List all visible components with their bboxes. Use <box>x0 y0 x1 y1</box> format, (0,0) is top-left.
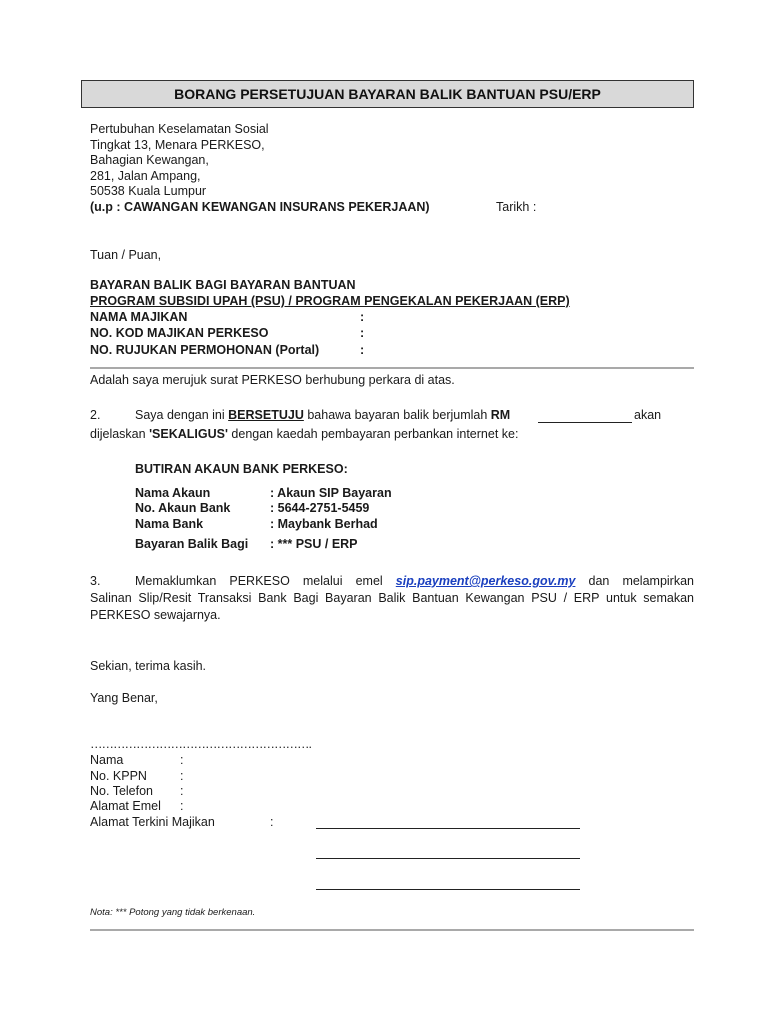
date-label: Tarikh : <box>496 200 537 214</box>
bank-account-name-label: Nama Akaun <box>135 486 211 500</box>
bank-account-no-label: No. Akaun Bank <box>135 501 231 515</box>
subject-line-2: PROGRAM SUBSIDI UPAH (PSU) / PROGRAM PENGEKALAN PEKERJAAN (ERP) <box>90 294 570 308</box>
signer-kppn-label: No. KPPN <box>90 769 147 783</box>
footnote: Nota: *** Potong yang tidak berkenaan. <box>90 907 256 918</box>
signer-name-sep: : <box>180 753 184 767</box>
email-link[interactable]: sip.payment@perkeso.gov.my <box>395 574 576 588</box>
employer-name-label: NAMA MAJIKAN <box>90 310 188 324</box>
rm-label: RM <box>490 408 511 422</box>
signer-email-label: Alamat Emel <box>90 799 161 813</box>
signer-phone-sep: : <box>180 784 184 798</box>
repayment-for-label: Bayaran Balik Bagi <box>135 537 249 551</box>
salutation: Tuan / Puan, <box>90 248 162 262</box>
para3-number: 3. <box>90 574 101 588</box>
employer-code-sep: : <box>360 326 365 340</box>
bank-account-no-value: : 5644-2751-5459 <box>270 501 370 515</box>
para2-line2: dijelaskan 'SEKALIGUS' dengan kaedah pembayaran perbankan internet ke: <box>90 427 519 441</box>
subject-line-1: BAYARAN BALIK BAGI BAYARAN BANTUAN <box>90 278 356 292</box>
employer-address-label: Alamat Terkini Majikan <box>90 815 215 829</box>
signer-phone-label: No. Telefon <box>90 784 154 798</box>
section-divider <box>90 367 694 369</box>
application-ref-sep: : <box>360 343 365 357</box>
yours-sincerely: Yang Benar, <box>90 691 158 705</box>
agree-emphasis: BERSETUJU <box>228 408 304 422</box>
amount-blank-line[interactable] <box>538 422 632 423</box>
address-line-1: Pertubuhan Keselamatan Sosial <box>90 122 269 136</box>
employer-address-sep: : <box>270 815 274 829</box>
para2-line1-end: akan <box>634 408 662 422</box>
bank-heading: BUTIRAN AKAUN BANK PERKESO: <box>135 462 348 476</box>
para3-line2: Salinan Slip/Resit Transaksi Bank Bagi Bayaran Balik Bantuan Kewangan PSU / ERP untuk semakan <box>90 591 694 605</box>
signer-kppn-sep: : <box>180 769 184 783</box>
employer-name-sep: : <box>360 310 365 324</box>
para3-line3: PERKESO sewajarnya. <box>90 608 221 622</box>
bank-name-value: : Maybank Berhad <box>270 517 378 531</box>
address-line-4: 281, Jalan Ampang, <box>90 169 201 183</box>
form-title: BORANG PERSETUJUAN BAYARAN BALIK BANTUAN PSU/ERP <box>81 80 694 108</box>
signer-email-sep: : <box>180 799 184 813</box>
bank-name-label: Nama Bank <box>135 517 204 531</box>
intro-text: Adalah saya merujuk surat PERKESO berhubung perkara di atas. <box>90 373 455 387</box>
repayment-for-value: : *** PSU / ERP <box>270 537 358 551</box>
closing-text: Sekian, terima kasih. <box>90 659 207 673</box>
employer-code-label: NO. KOD MAJIKAN PERKESO <box>90 326 269 340</box>
address-line-field-3[interactable] <box>316 889 580 890</box>
address-line-field-2[interactable] <box>316 858 580 859</box>
attention-line: (u.p : CAWANGAN KEWANGAN INSURANS PEKERJAAN) <box>90 200 430 214</box>
bank-account-name-value: : Akaun SIP Bayaran <box>270 486 392 500</box>
signature-line[interactable]: …………………………………………………. <box>90 737 311 751</box>
address-line-5: 50538 Kuala Lumpur <box>90 184 207 198</box>
para2-line1: Saya dengan ini BERSETUJU bahawa bayaran balik berjumlah RM <box>135 408 511 422</box>
address-line-3: Bahagian Kewangan, <box>90 153 209 167</box>
para2-number: 2. <box>90 408 101 422</box>
address-line-2: Tingkat 13, Menara PERKESO, <box>90 138 265 152</box>
lump-sum-emphasis: 'SEKALIGUS' <box>149 427 228 441</box>
application-ref-label: NO. RUJUKAN PERMOHONAN (Portal) <box>90 343 320 357</box>
footer-divider <box>90 929 694 931</box>
address-line-field-1[interactable] <box>316 828 580 829</box>
signer-name-label: Nama <box>90 753 124 767</box>
para3-line1: 3. Memaklumkan PERKESO melalui emel sip.payment@perkeso.gov.my dan melampirkan <box>90 574 694 588</box>
